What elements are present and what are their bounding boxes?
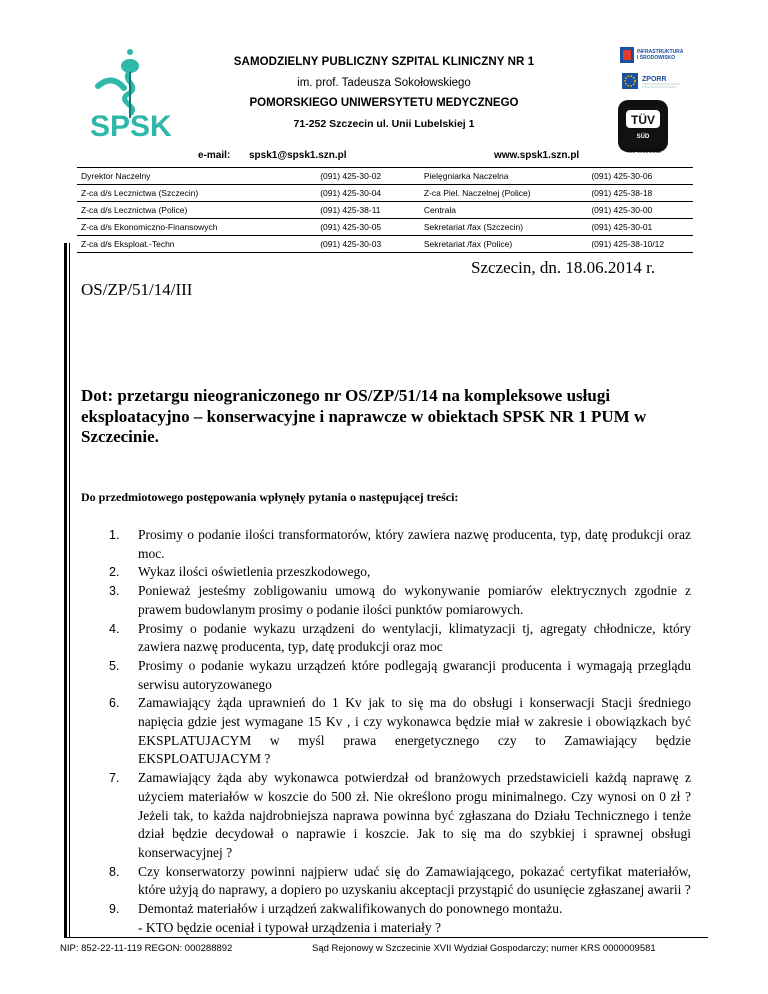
- question-item: [81, 657, 691, 694]
- question-number: 3.: [109, 584, 120, 599]
- directory-phone: (091) 425-30-01: [587, 219, 693, 236]
- question-sub-item: - KTO będzie oceniał i typował urządzenia i materiały ?: [138, 919, 441, 935]
- question-number: 2.: [109, 565, 120, 580]
- question-item: [81, 620, 691, 657]
- directory-role: Dyrektor Naczelny: [77, 168, 316, 185]
- phone-directory-table: [77, 167, 693, 253]
- hospital-address: 71-252 Szczecin ul. Unii Lubelskiej 1: [293, 118, 475, 130]
- directory-role: Sekretariat /fax (Szczecin): [420, 219, 587, 236]
- directory-row: [77, 185, 693, 202]
- footer-nip-regon: NIP: 852-22-11-119 REGON: 000288892: [60, 943, 233, 954]
- directory-role: Z-ca d/s Lecznictwa (Szczecin): [77, 185, 316, 202]
- directory-row: [77, 219, 693, 236]
- question-text: Demontaż materiałów i urządzeń zakwalifikowanych do ponownego montażu.: [138, 901, 563, 917]
- question-number: 1.: [109, 528, 120, 542]
- directory-phone: (091) 425-38-18: [587, 185, 693, 202]
- directory-row: [77, 168, 693, 185]
- hospital-name: SAMODZIELNY PUBLICZNY SZPITAL KLINICZNY NR 1: [233, 56, 535, 68]
- question-number: 7.: [109, 771, 120, 786]
- directory-phone: (091) 425-30-05: [316, 219, 420, 236]
- hospital-patron: im. prof. Tadeusza Sokołowskiego: [297, 77, 471, 89]
- directory-phone: (091) 425-30-04: [316, 185, 420, 202]
- svg-text:I ŚRODOWISKO: I ŚRODOWISKO: [637, 55, 676, 61]
- directory-phone: (091) 425-30-03: [316, 236, 420, 253]
- website-link[interactable]: www.spsk1.szn.pl: [494, 150, 580, 161]
- email-link[interactable]: spsk1@spsk1.szn.pl: [249, 150, 347, 161]
- footer-court-registry: Sąd Rejonowy w Szczecinie XVII Wydział Gospodarczy; numer KRS 0000009581: [312, 943, 656, 954]
- directory-row: [77, 202, 693, 219]
- tuv-certificate-badge: [618, 100, 668, 152]
- directory-phone: (091) 425-38-10/12: [587, 236, 693, 253]
- question-number: 9.: [109, 902, 120, 917]
- directory-phone: (091) 425-30-00: [587, 202, 693, 219]
- question-item: [81, 563, 691, 582]
- directory-role: Z-ca d/s Lecznictwa (Police): [77, 202, 316, 219]
- letter-subject: Dot: przetargu nieograniczonego nr OS/ZP/51/14 na kompleksowe usługi eksploatacyjno – konserwacyjne i naprawcze w obiektach SPSK NR 1 PUM w Szczecinie.: [81, 386, 647, 446]
- footer-divider: [64, 937, 708, 938]
- question-item: [81, 694, 691, 769]
- question-number: 4.: [109, 621, 120, 636]
- letter-date: Szczecin, dn. 18.06.2014 r.: [471, 258, 656, 277]
- directory-role: Centrala: [420, 202, 587, 219]
- directory-phone: (091) 425-38-11: [316, 202, 420, 219]
- question-text: Prosimy o podanie wykazu urządzeń które podlegają gwarancji producenta i wymagają przeglądu serwisu autoryzowanego: [138, 657, 691, 692]
- question-number: 8.: [109, 864, 120, 879]
- directory-role: Z-ca Piel. Naczelnej (Police): [420, 185, 587, 202]
- question-item: [81, 900, 691, 919]
- iso-label: ISO 9001:2008: [627, 149, 661, 155]
- tuv-sub-text: SÜD: [636, 134, 650, 140]
- question-number: 6.: [109, 696, 120, 711]
- svg-text:ZPORR: ZPORR: [642, 76, 667, 83]
- directory-role: Sekretariat /fax (Police): [420, 236, 587, 253]
- directory-role: Pielęgniarka Naczelna: [420, 168, 587, 185]
- question-text: Prosimy o podanie ilości transformatorów, który zawiera nazwę producenta, typ, datę produkcji oraz moc.: [138, 527, 691, 561]
- logo-text: SPSK: [90, 110, 172, 142]
- directory-row: [77, 236, 693, 253]
- left-margin-bar-thin: [69, 243, 70, 937]
- email-label: e-mail:: [198, 150, 231, 161]
- question-text: Zamawiający żąda uprawnień do 1 Kv jak to się ma do obsługi i konserwacji Stacji średniego napięcia gdzie jest wymagane 15 Kv , i czy wykonawca będzie miał w zakresie i obowiązkach być EKSPLATUJACYM w myśl prawa energetycznego czy to Zamawiający będzie EKSPLOATUJACYM ?: [138, 695, 691, 767]
- question-text: Ponieważ jesteśmy zobligowaniu umową do wykonywanie pomiarów elektrycznych zgodnie z prawem budowlanym prosimy o podanie ilości punktów pomiarowych.: [138, 583, 691, 617]
- svg-text:INFRASTRUKTURA: INFRASTRUKTURA: [637, 49, 684, 55]
- university-name: POMORSKIEGO UNIWERSYTETU MEDYCZNEGO: [249, 97, 519, 109]
- directory-role: Z-ca d/s Ekonomiczno-Finansowych: [77, 219, 316, 236]
- question-text: Czy konserwatorzy powinni najpierw udać się do Zamawiającego, pokazać certyfikat materiałów, które użyją do naprawy, a dopiero po uzyskaniu akceptacji przystąpić do usunięcie zgłaszanej awarii ?: [138, 863, 691, 898]
- infrastructure-badge: [618, 44, 688, 70]
- question-item: [81, 863, 691, 900]
- question-text: Wykaz ilości oświetlenia przeszkodowego,: [138, 564, 371, 580]
- question-item: [81, 769, 691, 863]
- question-number: 5.: [109, 658, 120, 673]
- questions-list: [81, 526, 691, 937]
- directory-phone: (091) 425-30-06: [587, 168, 693, 185]
- directory-phone: (091) 425-30-02: [316, 168, 420, 185]
- directory-role: Z-ca d/s Eksploat.-Techn: [77, 236, 316, 253]
- question-text: Zamawiający żąda aby wykonawca potwierdzał od branżowych przedstawicieli każdą naprawę z użyciem materiałów w koszcie do 500 zł. Nie określono progu minimalnego. Czy wynosi on 0 zł ? Jeżeli tak, to każda najdrobniejsza naprawa powinna być zgłaszana do Działu Technicznego i tenże dział będzie decydował o naprawie i koszcie. Jak to się ma do szybkiej i sprawnej obsługi konserwacyjnej ?: [138, 770, 691, 860]
- letter-intro: Do przedmiotowego postępowania wpłynęły pytania o następującej treści:: [81, 490, 459, 504]
- tuv-text: TÜV: [631, 113, 655, 127]
- question-item: [81, 526, 691, 563]
- zporr-badge: [618, 70, 688, 96]
- question-item: [81, 582, 691, 619]
- letter-reference: OS/ZP/51/14/III: [81, 280, 193, 299]
- question-text: Prosimy o podanie wykazu urządzeni do wentylacji, klimatyzacji tj, agregaty chłodnicze, który zawiera nazwę producenta, typ, datę produkcji oraz moc: [138, 620, 691, 655]
- left-margin-bar: [64, 243, 67, 937]
